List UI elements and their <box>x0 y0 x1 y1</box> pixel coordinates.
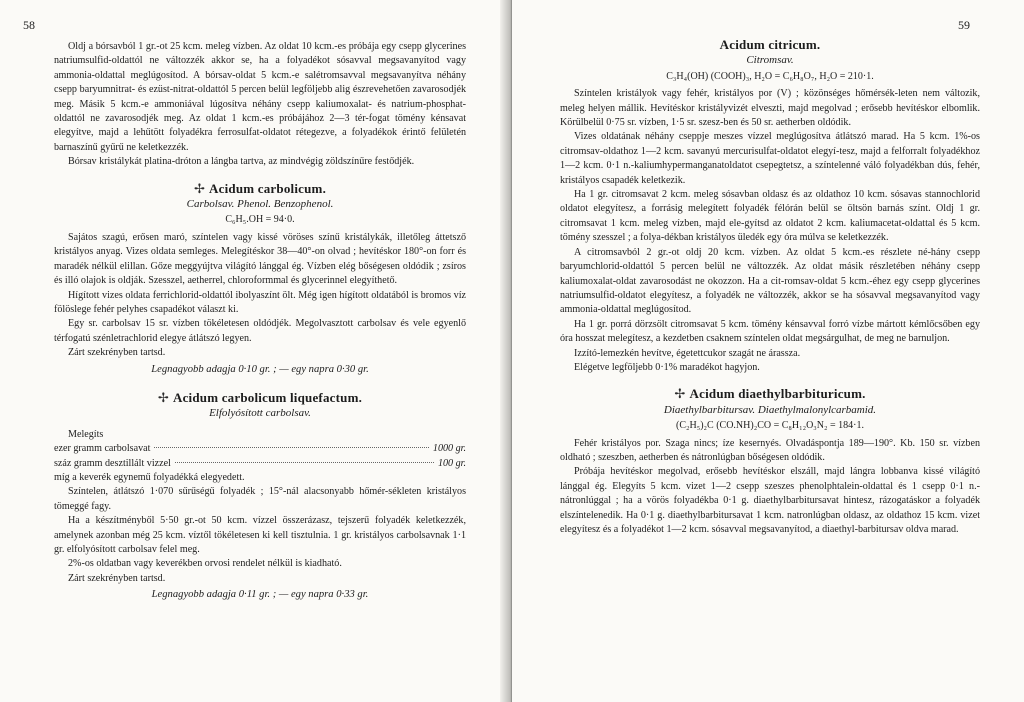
section-heading-acidum-citricum <box>560 38 980 52</box>
paragraph: Ha a készítményből 5·50 gr.-ot 50 kcm. vízzel összerázasz, tejszerű folyadék keletkezzék, amelynek azonban még 25 kcm. víztől tökéletesen ki kell tisztulnia. 1 gr. kristályos carbolsavnak 1·1 gr. elfolyósított carbolsav felel meg. <box>54 515 466 555</box>
paragraph: 2%-os oldatban vagy keverékben orvosi rendelet nélkül is kiadható. <box>68 558 342 570</box>
paragraph: Vizes oldatának néhány cseppje meszes vízzel meglúgosítva átlátszó marad. Ha 5 kcm. 1%-os citromsav-oldathoz 1—2 kcm. savanyú mercurisulfat-oldatot elegyí-tesz, majd a felforralt folyadékhoz 1—2 kcm. 0·1 n.-kaliumhypermanganatoldatot csepegtetsz, a színtelenné váló folyadékban dús, fehér, kristályos csapadék keletkezik. <box>560 131 980 186</box>
recipe-row <box>54 457 466 471</box>
section-heading-acidum-carbolicum-liquefactum <box>54 391 466 405</box>
paragraph: Bórsav kristálykát platina-dróton a lángba tartva, az mindvégig zöldszínűre festődjék. <box>68 156 415 168</box>
chemical-formula: (C₂H₅)₂C (CO.NH)₂CO = C₈H₁₂O₃N₂ = 184·1. <box>676 420 864 432</box>
cross-icon: ✢ <box>157 389 169 405</box>
paragraph: Egy sr. carbolsav 15 sr. vízben tökéletesen oldódjék. Megolvasztott carbolsav és vele egyenlő térfogatú szénletrachlorid elegye átlátszó legyen. <box>54 318 466 344</box>
dosage-line: Legnagyobb adagja 0·10 gr. ; — egy napra 0·30 gr. <box>151 363 369 375</box>
paragraph: Hígított vizes oldata ferrichlorid-oldattól ibolyaszínt ölt. Még igen hígított oldatából is bromos víz fölöslege fehér pelyhes csapadékot választ ki. <box>54 289 466 315</box>
left-text-column <box>54 40 466 605</box>
paragraph: Próbája hevítéskor megolvad, erősebb hevítéskor elszáll, majd lángra lobbanva kissé világító lánggal ég. Elegyíts 5 kcm. vizet 1—2 csepp szeszes phenolphtalein-oldattal és 1 csepp 0·1 n.-nátronlúggal ; ha a vörös folyadékba 0·1 g. diaethylbarbitursavat hintesz, rázogatáskor a folyadék elszíntelenedik. Ha 0·1 g. diaethylbarbitursavat 1 kcm. natronlúgban oldasz, az oldathoz 15 kcm. vizet elegyítesz és a folyadékot 1—2 kcm. sósavval megsavanyítod, a diaethyl-barbitursav oldva marad. <box>560 466 980 535</box>
paragraph: Izzító-lemezkén hevítve, égetettcukor szagát ne árassza. <box>574 347 801 359</box>
section-title: Acidum carbolicum liquefactum. <box>173 389 363 405</box>
synonyms: Diaethylbarbitursav. Diaethylmalonylcarbamid. <box>663 403 877 416</box>
recipe-ingredient: száz gramm desztillált vizzel <box>54 457 171 469</box>
synonyms: Elfolyósított carbolsav. <box>209 407 311 420</box>
paragraph: Színtelen, átlátszó 1·070 sűrűségű folyadék ; 15°-nál alacsonyabb hőmér-sékleten kristályos tömeggé fagy. <box>54 486 466 512</box>
right-page <box>512 0 1024 702</box>
section-title: Acidum citricum. <box>719 37 821 52</box>
section-heading-acidum-carbolicum <box>54 182 466 196</box>
recipe-intro: Melegíts <box>68 428 104 440</box>
paragraph: Sajátos szagú, erősen maró, színtelen vagy kissé vöröses színű kristálykák, illetőleg áttetsző kristályos anyag. Vizes oldata semleges. Melegítéskor 38—40°-on olvad ; hevítéskor 180°-on forr és maradék nélkül elillan. Gőze meggyújtva világító lánggal ég. Vízben elég bőségesen oldódik ; zsíros és illó olajok is oldják. Szesszel, aetherrel, chloroformmal és glycerinnel elegyíthető. <box>54 231 466 287</box>
recipe-ingredient: ezer gramm carbolsavat <box>54 443 151 455</box>
paragraph: Ha 1 gr. porrá dörzsölt citromsavat 5 kcm. tömény kénsavval forró vízbe mártott kémlőcsőben egy óra hosszat melegítesz, a kezdetben csaknem színtelen oldat megsárgulhat, de meg ne barnuljon. <box>560 318 980 345</box>
synonyms: Carbolsav. Phenol. Benzophenol. <box>186 198 334 211</box>
recipe-row <box>54 442 466 456</box>
paragraph: Zárt szekrényben tartsd. <box>68 347 166 359</box>
recipe-amount: 1000 gr. <box>432 443 466 455</box>
chemical-formula: C₆H₅.OH = 94·0. <box>225 214 295 226</box>
paragraph: Elégetve legföljebb 0·1% maradékot hagyjon. <box>574 361 760 373</box>
section-title: Acidum carbolicum. <box>209 180 327 196</box>
recipe-amount: 100 gr. <box>437 457 466 469</box>
paragraph: Színtelen kristályok vagy fehér, kristályos por (V) ; közönséges hőmérsék-leten nem változik, meleg helyen mállik. Hevítéskor kristályvizét elveszti, majd megolvad ; erősebb hevítéskor elbomlik. Körülbelül 0·75 sr. vízben, 1·5 sr. szesz-ben és 50 sr. aetherben oldódik. <box>560 88 980 129</box>
cross-icon: ✢ <box>674 386 686 402</box>
section-title: Acidum diaethylbarbituricum. <box>689 386 866 402</box>
dosage-line: Legnagyobb adagja 0·11 gr. ; — egy napra 0·33 gr. <box>151 589 369 601</box>
paragraph: Oldj a bórsavból 1 gr.-ot 25 kcm. meleg vízben. Az oldat 10 kcm.-es próbája egy csepp glycerines natriumsulfid-oldattól ne változzék akkor se, ha a folyadékot sósavval megsavanyítod vagy ammonia-oldattal meglúgosítod. A bórsav-oldat 5 kcm.-e salétromsavval megsavanyítva néhány csepp baryumnitrat- és ezüst-nitrat-oldattól 5 percen belül legföljebb alig észrevehetően zavarosodjék meg. Másik 5 kcm.-e ammoniával lúgosítva néhány csepp kaliumoxalat- és natrium-phosphat-oldattól ne zavarosodjék meg. Az oldat 1 kcm.-es próbájához 2—3 tér-fogat tömény kénsavat elegyítve, majd a lehűtött folyadékra ferrosulfat-oldatot rétegezve, a folyadékok érintő felületén barnaszínű gyűrű ne keletkezzék. <box>54 41 466 153</box>
paragraph: A citromsavból 2 gr.-ot oldj 20 kcm. vízben. Az oldat 5 kcm.-es részlete né-hány csepp baryumchlorid-oldattól 5 percen belül ne változzék. Az oldat másik részletében néhány csepp kaliumoxalat-oldat zavarosodást ne okozzon. Ha a cit-romsav-oldat 5 kcm.-éhez egy csepp glycerines natriumsulfid-oldatot elegyítesz, a folyadék ne változzék, akkor se ha sósavval megsavanyítod vagy ammonia-oldattal meglúgosítod. <box>560 246 980 316</box>
cross-icon: ✢ <box>193 180 206 196</box>
left-page <box>0 0 510 702</box>
page-number: 58 <box>23 18 35 32</box>
synonyms: Citromsav. <box>746 54 794 67</box>
page-number: 59 <box>958 18 970 32</box>
chemical-formula: C₃H₄(OH) (COOH)₃, H₂O = C₆H₈O₇, H₂O = 210·1. <box>666 70 874 82</box>
recipe-outro: míg a keverék egynemű folyadékká elegyedett. <box>54 471 245 483</box>
paragraph: Ha 1 gr. citromsavat 2 kcm. meleg sósavban oldasz és az oldathoz 10 kcm. sósavas stannochlorid oldatot elegyítesz, a forrásig melegített folyadék félórán belül se öltsön barnás színt. Oldj 1 gr. citromsavat 1 kcm. meleg vízben, majd ele-gyítsd az oldatot 2 kcm. kaliumacetat-oldattal és 5 kcm. tömény szesszel ; a folya-dékban kristályos üledék egy óra múlva se keletkezzék. <box>560 189 980 244</box>
paragraph: Fehér kristályos por. Szaga nincs; íze kesernyés. Olvadáspontja 189—190°. Kb. 150 sr. vízben oldható ; szeszben, aetherben és nátronlúgban bőségesen oldódik. <box>560 437 980 463</box>
section-heading-acidum-diaethylbarbituricum <box>560 387 980 401</box>
paragraph: Zárt szekrényben tartsd. <box>68 572 166 584</box>
right-text-column <box>560 38 980 537</box>
